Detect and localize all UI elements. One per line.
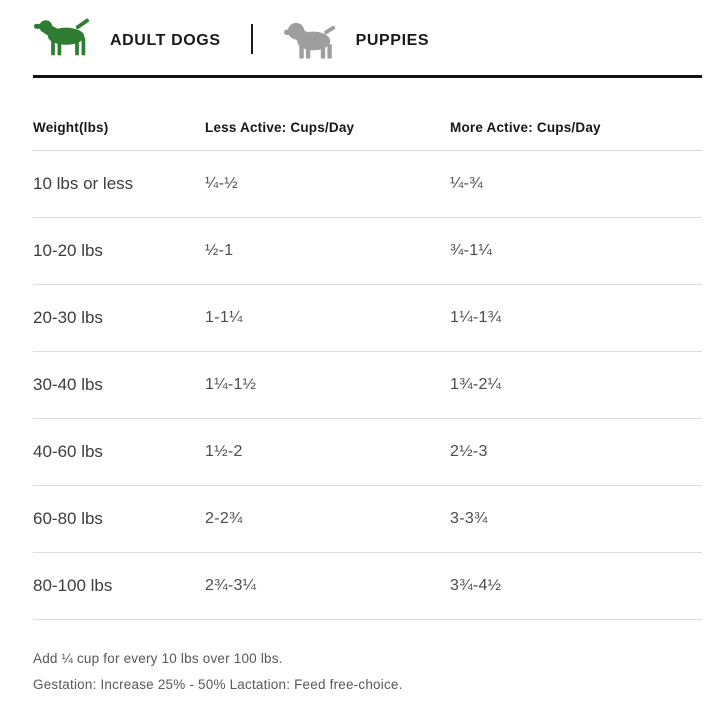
tab-adult-dogs[interactable] (33, 17, 221, 65)
more-active-cell: 2½-3 (450, 443, 488, 460)
more-active-cell: 1¼-1¾ (450, 309, 502, 326)
footnote-over-100lbs: Add ¼ cup for every 10 lbs over 100 lbs. (33, 651, 283, 666)
column-header-weight: Weight(lbs) (33, 120, 109, 135)
tab-separator (251, 24, 253, 54)
tab-bar (33, 14, 702, 68)
weight-cell: 20-30 lbs (33, 308, 103, 327)
column-header-less-active: Less Active: Cups/Day (205, 120, 355, 135)
table-row (33, 150, 702, 217)
more-active-cell: 1¾-2¼ (450, 376, 502, 393)
more-active-cell: ¾-1¼ (450, 242, 493, 259)
table-row (33, 418, 702, 485)
footnotes (33, 646, 702, 698)
tab-adult-dogs-label: ADULT DOGS (110, 32, 221, 49)
table-header (33, 78, 702, 150)
tab-puppies[interactable] (281, 19, 430, 63)
weight-cell: 40-60 lbs (33, 442, 103, 461)
less-active-cell: ½-1 (205, 242, 234, 259)
table-row (33, 552, 702, 619)
less-active-cell: 1¼-1½ (205, 376, 257, 393)
more-active-cell: 3¾-4½ (450, 577, 502, 594)
tab-puppies-label: PUPPIES (355, 32, 430, 49)
less-active-cell: 1½-2 (205, 443, 243, 460)
adult-dog-icon (33, 17, 97, 65)
weight-cell: 10-20 lbs (33, 241, 103, 260)
table-row (33, 351, 702, 418)
weight-cell: 30-40 lbs (33, 375, 103, 394)
table-row (33, 485, 702, 552)
table-row (33, 217, 702, 284)
less-active-cell: ¼-½ (205, 175, 238, 192)
weight-cell: 10 lbs or less (33, 174, 134, 193)
more-active-cell: ¼-¾ (450, 175, 483, 192)
weight-cell: 80-100 lbs (33, 576, 113, 595)
less-active-cell: 2¾-3¼ (205, 577, 257, 594)
weight-cell: 60-80 lbs (33, 509, 103, 528)
more-active-cell: 3-3¾ (450, 510, 488, 527)
column-header-more-active: More Active: Cups/Day (450, 120, 601, 135)
footnote-gestation-lactation: Gestation: Increase 25% - 50% Lactation: Feed free-choice. (33, 677, 403, 692)
puppy-dog-icon (281, 19, 343, 63)
table-row (33, 284, 702, 351)
less-active-cell: 2-2¾ (205, 510, 243, 527)
table-body (33, 150, 702, 620)
less-active-cell: 1-1¼ (205, 309, 243, 326)
